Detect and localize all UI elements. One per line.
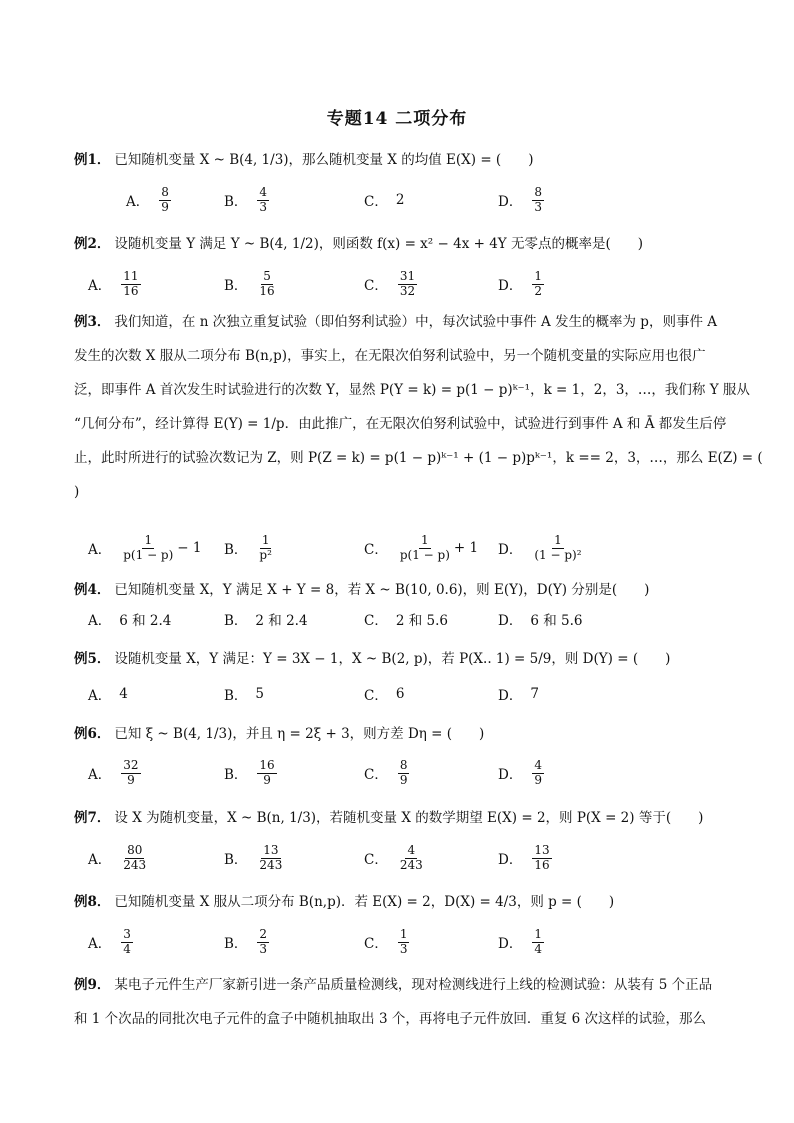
option-d[interactable]: D． $\frac{8}{3}$ <box>498 184 542 214</box>
question-label: 例4． <box>74 582 111 598</box>
fraction: $\frac{13}{243}$ <box>259 842 283 872</box>
option-b[interactable]: B． 2 和 2.4 <box>224 613 308 629</box>
fraction: $\frac{80}{243}$ <box>123 842 147 872</box>
question-6-options <box>0 755 794 791</box>
option-c[interactable]: C． 2 和 5.6 <box>364 613 448 629</box>
fraction: $\frac{1}{4}$ <box>534 926 542 956</box>
question-7 <box>74 806 720 826</box>
fraction: $\frac{8}{3}$ <box>534 184 542 214</box>
question-label: 例1． <box>74 152 111 168</box>
question-text-line: 和 1 个次品的同批次电子元件的盒子中随机抽取出 3 个，再将电子元件放回．重复 6 次这样的试验，那么 <box>74 1011 707 1027</box>
question-label: 例2． <box>74 236 111 252</box>
fraction: $\frac{13}{16}$ <box>534 842 550 872</box>
question-text: 已知 ξ ~ B(4, 1/3)，并且 η = 2ξ + 3，则方差 Dη = ( ) <box>114 726 485 742</box>
question-text-line: 发生的次数 X 服从二项分布 B(n,p)，事实上，在无限次伯努利试验中，另一个随机变量的实际应用也很广 <box>74 348 706 364</box>
question-label: 例3． <box>74 314 111 330</box>
fraction: $\frac{4}{9}$ <box>534 757 542 787</box>
question-5-options <box>0 676 794 712</box>
question-text-line: “几何分布”，经计算得 E(Y) = 1/p．由此推广，在无限次伯努利试验中，试验进行到事件 A 和 Ā 都发生后停 <box>74 416 727 432</box>
question-7-options <box>0 840 794 876</box>
question-6 <box>74 722 720 742</box>
option-a[interactable]: A． $\frac{32}{9}$ <box>88 757 139 787</box>
fraction: $\frac{4}{3}$ <box>259 184 268 214</box>
question-text: 已知随机变量 X 服从二项分布 B(n,p)．若 E(X) = 2，D(X) = 4/3，则 p = ( ) <box>114 894 615 910</box>
fraction: $\frac{8}{9}$ <box>161 184 169 214</box>
option-d[interactable]: D． 7 <box>498 686 539 704</box>
question-text: 设随机变量 X，Y 满足：Y = 3X − 1，X ~ B(2, p)，若 P(X.. 1) = 5/9，则 D(Y) = ( ) <box>114 651 671 667</box>
option-c[interactable]: C． $\frac{1}{3}$ <box>364 926 408 956</box>
question-8-options <box>0 924 794 960</box>
question-4 <box>74 578 720 598</box>
option-c[interactable]: C． 6 <box>364 686 405 704</box>
fraction: $\frac{1}{2}$ <box>534 268 542 298</box>
fraction: $\frac{31}{32}$ <box>399 268 416 298</box>
question-label: 例8． <box>74 894 111 910</box>
question-1 <box>74 148 720 168</box>
question-1-options <box>0 182 794 218</box>
question-3 <box>74 305 763 509</box>
question-9 <box>74 968 720 1036</box>
option-b[interactable]: B． 5 <box>224 686 265 704</box>
question-3-options <box>0 530 794 566</box>
fraction: $\frac{16}{9}$ <box>259 757 275 787</box>
question-2-options <box>0 266 794 302</box>
fraction: $\frac{5}{16}$ <box>259 268 275 298</box>
question-2 <box>74 232 720 252</box>
option-b[interactable]: B． $\frac{4}{3}$ <box>224 184 268 214</box>
option-a[interactable]: A． $\frac{11}{16}$ <box>88 268 139 298</box>
fraction: $\frac{3}{4}$ <box>123 926 131 956</box>
question-text-line: 泛，即事件 A 首次发生时试验进行的次数 Y，显然 P(Y = k) = p(1 − p)ᵏ⁻¹，k = 1，2，3，…，我们称 Y 服从 <box>74 382 750 398</box>
option-b[interactable]: B． $\frac{2}{3}$ <box>224 926 268 956</box>
option-b[interactable]: B． $\frac{1}{\text{p²}}$ <box>224 532 272 562</box>
fraction: $\frac{1}{3}$ <box>399 926 408 956</box>
fraction: $\frac{1}{p(1 - p)}$ <box>399 532 450 562</box>
question-text: 设随机变量 Y 满足 Y ~ B(4, 1/2)，则函数 f(x) = x² − 4x + 4Y 无零点的概率是( ) <box>114 236 644 252</box>
fraction: $\frac{1}{p(1 - p)}$ <box>123 532 174 562</box>
option-b[interactable]: B． $\frac{5}{16}$ <box>224 268 275 298</box>
fraction: $\frac{1}{\text{(1 − p)²}}$ <box>534 532 582 562</box>
question-text: 已知随机变量 X ~ B(4, 1/3)，那么随机变量 X 的均值 E(X) = ( ) <box>114 152 534 168</box>
option-c[interactable]: C． $\frac{8}{9}$ <box>364 757 408 787</box>
option-d[interactable]: D． $\frac{4}{9}$ <box>498 757 542 787</box>
question-4-options <box>0 601 794 637</box>
option-a[interactable]: A． 4 <box>88 686 128 704</box>
option-a[interactable]: A． $\frac{8}{9}$ <box>126 184 169 214</box>
option-c[interactable]: C． $\frac{31}{32}$ <box>364 268 416 298</box>
question-label: 例6． <box>74 726 111 742</box>
question-label: 例9． <box>74 977 111 993</box>
option-d[interactable]: D． $\frac{13}{16}$ <box>498 842 550 872</box>
page-title: 专题14 二项分布 <box>326 109 468 129</box>
fraction: $\frac{8}{9}$ <box>399 757 408 787</box>
fraction: $\frac{4}{243}$ <box>399 842 423 872</box>
option-d[interactable]: D． 6 和 5.6 <box>498 613 583 629</box>
option-d[interactable]: D． $\frac{1}{\text{(1 − p)²}}$ <box>498 532 582 562</box>
option-a[interactable]: A． $\frac{1}{p(1 - p)}$ − 1 <box>88 532 202 562</box>
question-5 <box>74 647 720 667</box>
question-label: 例7． <box>74 810 111 826</box>
question-text-line: 某电子元件生产厂家新引进一条产品质量检测线，现对检测线进行上线的检测试验：从装有 5 个正品 <box>114 977 713 993</box>
question-text-line: ) <box>74 484 80 500</box>
option-b[interactable]: B． $\frac{16}{9}$ <box>224 757 275 787</box>
option-c[interactable]: C． $\frac{4}{243}$ <box>364 842 423 872</box>
question-8 <box>74 890 720 910</box>
option-c[interactable]: C． 2 <box>364 192 405 210</box>
fraction: $\frac{11}{16}$ <box>123 268 139 298</box>
option-a[interactable]: A． $\frac{3}{4}$ <box>88 926 131 956</box>
option-d[interactable]: D． $\frac{1}{4}$ <box>498 926 542 956</box>
option-a[interactable]: A． 6 和 2.4 <box>88 613 172 629</box>
option-a[interactable]: A． $\frac{80}{243}$ <box>88 842 147 872</box>
fraction: $\frac{32}{9}$ <box>123 757 139 787</box>
fraction: $\frac{2}{3}$ <box>259 926 268 956</box>
option-c[interactable]: C． $\frac{1}{p(1 - p)}$ + 1 <box>364 532 479 562</box>
fraction: $\frac{1}{\text{p²}}$ <box>259 532 272 562</box>
question-text: 已知随机变量 X，Y 满足 X + Y = 8，若 X ~ B(10, 0.6)，则 E(Y)，D(Y) 分别是( ) <box>114 582 650 598</box>
option-d[interactable]: D． $\frac{1}{2}$ <box>498 268 542 298</box>
question-text-line: 止，此时所进行的试验次数记为 Z，则 P(Z = k) = p(1 − p)ᵏ⁻¹ + (1 − p)pᵏ⁻¹，k == 2，3，…，那么 E(Z) = ( <box>74 450 763 466</box>
question-text-line: 我们知道，在 n 次独立重复试验（即伯努利试验）中，每次试验中事件 A 发生的概率为 p，则事件 A <box>114 314 717 330</box>
question-text: 设 X 为随机变量，X ~ B(n, 1/3)，若随机变量 X 的数学期望 E(X) = 2，则 P(X = 2) 等于( ) <box>114 810 704 826</box>
option-b[interactable]: B． $\frac{13}{243}$ <box>224 842 283 872</box>
question-label: 例5． <box>74 651 111 667</box>
